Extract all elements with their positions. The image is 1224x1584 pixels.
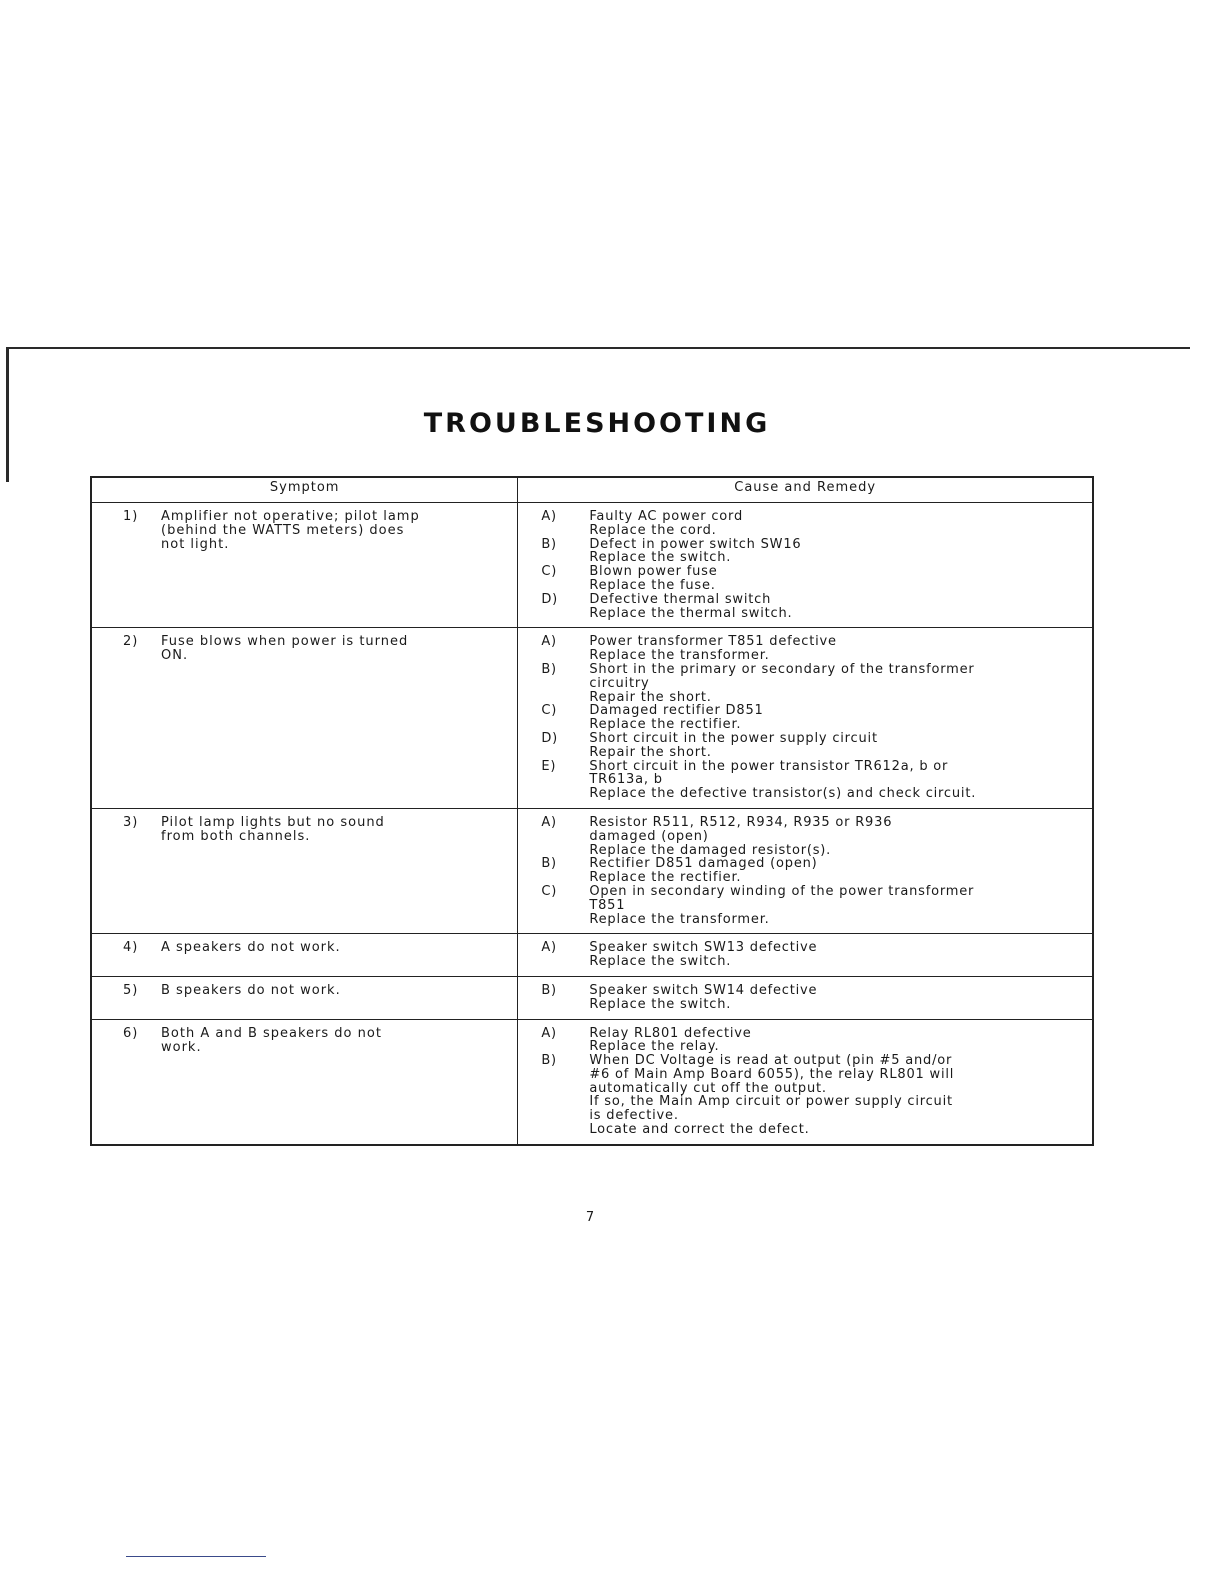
cause-remedy-item: [541, 941, 1083, 969]
symptom-text: Pilot lamp lights but no sound from both channels.: [161, 814, 385, 844]
cause-remedy-item: [541, 1027, 1083, 1055]
symptom-text: B speakers do not work.: [161, 982, 341, 998]
remedy-text: Replace the cord.: [589, 522, 717, 538]
remedy-text: Replace the transformer.: [589, 911, 770, 927]
remedy-text: Replace the switch.: [589, 996, 732, 1012]
table-row: [91, 808, 1093, 933]
cause-remedy-list: [519, 1021, 1091, 1143]
cause-remedy-header: Cause and Remedy: [518, 477, 1093, 503]
symptom-number: 6): [123, 1025, 139, 1041]
item-body: [589, 1054, 1083, 1137]
symptom-number: 3): [123, 814, 139, 830]
item-body: [589, 1027, 1083, 1055]
table-row: [91, 934, 1093, 977]
cause-text: Power transformer T851 defective: [589, 634, 837, 650]
item-body: [589, 538, 1083, 566]
remedy-text: Replace the rectifier.: [589, 870, 742, 886]
cause-remedy-item: [541, 704, 1083, 732]
item-body: [589, 510, 1083, 538]
item-letter: A): [541, 634, 557, 650]
item-body: [589, 593, 1083, 621]
symptom: [93, 1021, 516, 1065]
cause-text: Defective thermal switch: [589, 591, 772, 607]
cause-remedy-cell: [518, 503, 1093, 628]
cause-remedy-cell: [518, 976, 1093, 1019]
symptom-number: 2): [123, 634, 139, 650]
table-row: [91, 628, 1093, 809]
table-row: [91, 976, 1093, 1019]
symptom: [93, 978, 516, 1008]
cause-text: Short circuit in the power transistor TR612a, b or TR613a, b: [589, 758, 949, 788]
cause-text: Rectifier D851 damaged (open): [589, 856, 818, 872]
cause-text: Speaker switch SW14 defective: [589, 982, 818, 998]
remedy-text: Replace the defective transistor(s) and check circuit.: [589, 786, 977, 802]
cause-text: Blown power fuse: [589, 564, 718, 580]
item-letter: B): [541, 856, 557, 872]
cause-text: Short in the primary or secondary of the transformer circuitry: [589, 661, 975, 691]
item-body: [589, 857, 1083, 885]
item-letter: D): [541, 591, 559, 607]
cause-remedy-item: [541, 984, 1083, 1012]
item-body: [589, 760, 1083, 801]
symptom-header: Symptom: [91, 477, 518, 503]
item-letter: B): [541, 536, 557, 552]
item-body: [589, 704, 1083, 732]
troubleshooting-table: [90, 476, 1094, 1146]
table-header-row: [91, 477, 1093, 503]
item-body: [589, 635, 1083, 663]
item-letter: B): [541, 661, 557, 677]
item-letter: A): [541, 1025, 557, 1041]
cause-remedy-cell: [518, 808, 1093, 933]
top-rule: [8, 347, 1190, 349]
cause-remedy-item: [541, 816, 1083, 857]
table-body: [91, 503, 1093, 1145]
cause-text: When DC Voltage is read at output (pin #5 and/or #6 of Main Amp Board 6055), the relay RL801 will automatically cut off the output. If so, the Main Amp circuit or power supply circuit is defective.: [589, 1053, 955, 1124]
item-letter: E): [541, 758, 557, 774]
item-body: [589, 941, 1083, 969]
symptom-cell: [91, 503, 518, 628]
item-body: [589, 816, 1083, 857]
cause-remedy-list: [519, 629, 1091, 807]
symptom-text: A speakers do not work.: [161, 940, 341, 956]
item-body: [589, 885, 1083, 926]
cause-text: Resistor R511, R512, R934, R935 or R936 damaged (open): [589, 814, 893, 844]
item-letter: C): [541, 883, 558, 899]
cause-remedy-item: [541, 1054, 1083, 1137]
cause-text: Open in secondary winding of the power transformer T851: [589, 883, 975, 913]
cause-remedy-item: [541, 760, 1083, 801]
item-letter: B): [541, 1053, 557, 1069]
symptom-cell: [91, 1019, 518, 1145]
remedy-text: Replace the switch.: [589, 954, 732, 970]
remedy-text: Repair the short.: [589, 744, 712, 760]
symptom-number: 5): [123, 982, 139, 998]
remedy-text: Locate and correct the defect.: [589, 1122, 810, 1138]
remedy-text: Replace the switch.: [589, 550, 732, 566]
symptom-cell: [91, 934, 518, 977]
cause-text: Speaker switch SW13 defective: [589, 940, 818, 956]
cause-text: Short circuit in the power supply circuit: [589, 730, 878, 746]
item-body: [589, 565, 1083, 593]
remedy-text: Replace the relay.: [589, 1039, 720, 1055]
cause-remedy-cell: [518, 1019, 1093, 1145]
remedy-text: Repair the short.: [589, 689, 712, 705]
item-body: [589, 663, 1083, 704]
symptom-cell: [91, 808, 518, 933]
symptom: [93, 810, 516, 854]
remedy-text: Replace the transformer.: [589, 648, 770, 664]
remedy-text: Replace the thermal switch.: [589, 605, 793, 621]
cause-remedy-item: [541, 593, 1083, 621]
cause-remedy-list: [519, 810, 1091, 932]
symptom-number: 4): [123, 940, 139, 956]
cause-text: Faulty AC power cord: [589, 509, 744, 524]
item-body: [589, 732, 1083, 760]
symptom: [93, 629, 516, 673]
cause-remedy-item: [541, 510, 1083, 538]
cause-remedy-cell: [518, 628, 1093, 809]
cause-remedy-item: [541, 565, 1083, 593]
cause-remedy-item: [541, 732, 1083, 760]
cause-remedy-item: [541, 885, 1083, 926]
page-title: TROUBLESHOOTING: [423, 408, 771, 439]
cause-text: Damaged rectifier D851: [589, 703, 764, 719]
cause-remedy-list: [519, 935, 1091, 975]
cause-remedy-item: [541, 538, 1083, 566]
cause-remedy-item: [541, 663, 1083, 704]
item-letter: B): [541, 982, 557, 998]
cause-text: Relay RL801 defective: [589, 1025, 752, 1041]
symptom-text: Both A and B speakers do not work.: [161, 1025, 382, 1055]
item-letter: D): [541, 730, 559, 746]
symptom-cell: [91, 628, 518, 809]
item-body: [589, 984, 1083, 1012]
cause-remedy-item: [541, 857, 1083, 885]
symptom-number: 1): [123, 509, 139, 524]
cause-remedy-item: [541, 635, 1083, 663]
remedy-text: Replace the rectifier.: [589, 717, 742, 733]
cause-remedy-cell: [518, 934, 1093, 977]
symptom-text: Amplifier not operative; pilot lamp (behind the WATTS meters) does not light.: [161, 509, 420, 552]
remedy-text: Replace the damaged resistor(s).: [589, 842, 832, 858]
table-row: [91, 503, 1093, 628]
item-letter: C): [541, 564, 558, 580]
remedy-text: Replace the fuse.: [589, 577, 716, 593]
symptom-text: Fuse blows when power is turned ON.: [161, 634, 409, 664]
table-row: [91, 1019, 1093, 1145]
symptom-cell: [91, 976, 518, 1019]
bottom-rule: [126, 1556, 266, 1557]
item-letter: A): [541, 814, 557, 830]
item-letter: A): [541, 940, 557, 956]
item-letter: A): [541, 509, 557, 524]
page-number: 7: [585, 1210, 595, 1225]
symptom: [93, 504, 516, 562]
cause-remedy-list: [519, 504, 1091, 626]
cause-text: Defect in power switch SW16: [589, 536, 802, 552]
symptom: [93, 935, 516, 965]
item-letter: C): [541, 703, 558, 719]
cause-remedy-list: [519, 978, 1091, 1018]
